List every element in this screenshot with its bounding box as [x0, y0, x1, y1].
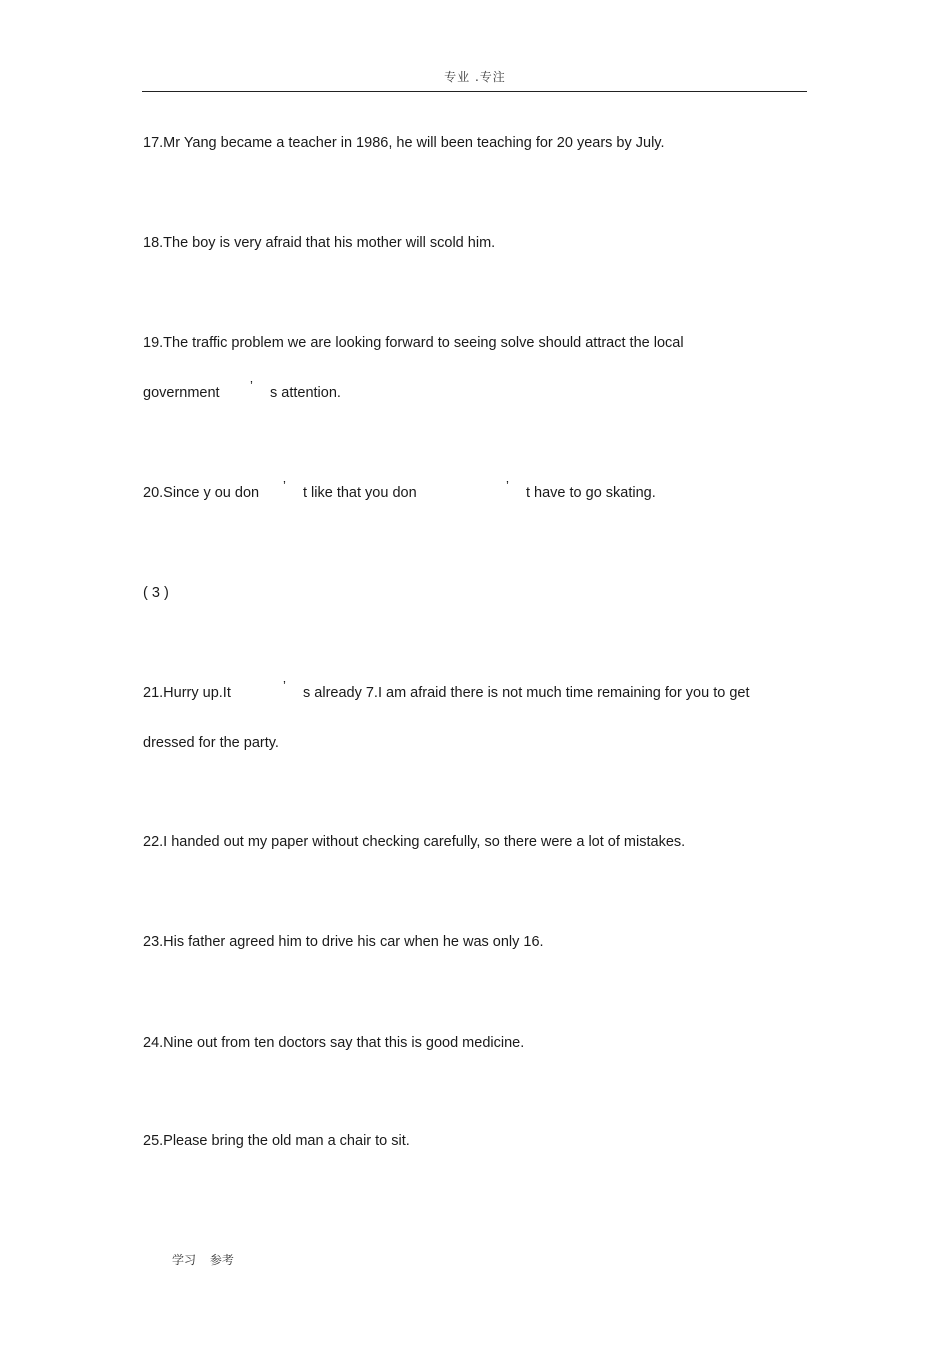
- question-18: 18.The boy is very afraid that his mother will scold him.: [143, 235, 496, 251]
- page-footer: 学习 参考: [172, 1253, 234, 1267]
- apostrophe-mark: ’: [283, 478, 286, 493]
- question-20-text-a: 20.Since y ou don: [143, 485, 260, 501]
- header-divider: [142, 91, 807, 92]
- apostrophe-mark: ’: [283, 678, 286, 693]
- question-21-text-b: s already 7.I am afraid there is not much time remaining for you to get: [303, 685, 750, 701]
- question-21-line-1: [143, 678, 783, 702]
- question-19-text-b: s attention.: [270, 385, 341, 401]
- apostrophe-mark: ’: [250, 378, 253, 393]
- page-header: 专业 .专注: [444, 70, 506, 84]
- question-21-line-2: dressed for the party.: [143, 735, 279, 751]
- question-20: [143, 478, 783, 502]
- question-21-text-a: 21.Hurry up.It: [143, 685, 231, 701]
- question-23: 23.His father agreed him to drive his car when he was only 16.: [143, 934, 544, 950]
- question-19-text-a: government: [143, 385, 220, 401]
- question-24: 24.Nine out from ten doctors say that this is good medicine.: [143, 1035, 525, 1051]
- question-17: 17.Mr Yang became a teacher in 1986, he will been teaching for 20 years by July.: [143, 135, 665, 151]
- question-19-line-1: 19.The traffic problem we are looking forward to seeing solve should attract the local: [143, 335, 684, 351]
- question-25: 25.Please bring the old man a chair to sit.: [143, 1133, 410, 1149]
- question-19-line-2: [143, 378, 743, 402]
- section-3-label: ( 3 ): [143, 585, 169, 601]
- question-22: 22.I handed out my paper without checking carefully, so there were a lot of mistakes.: [143, 834, 686, 850]
- apostrophe-mark: ’: [506, 478, 509, 493]
- question-20-text-c: t have to go skating.: [526, 485, 656, 501]
- question-20-text-b: t like that you don: [303, 485, 417, 501]
